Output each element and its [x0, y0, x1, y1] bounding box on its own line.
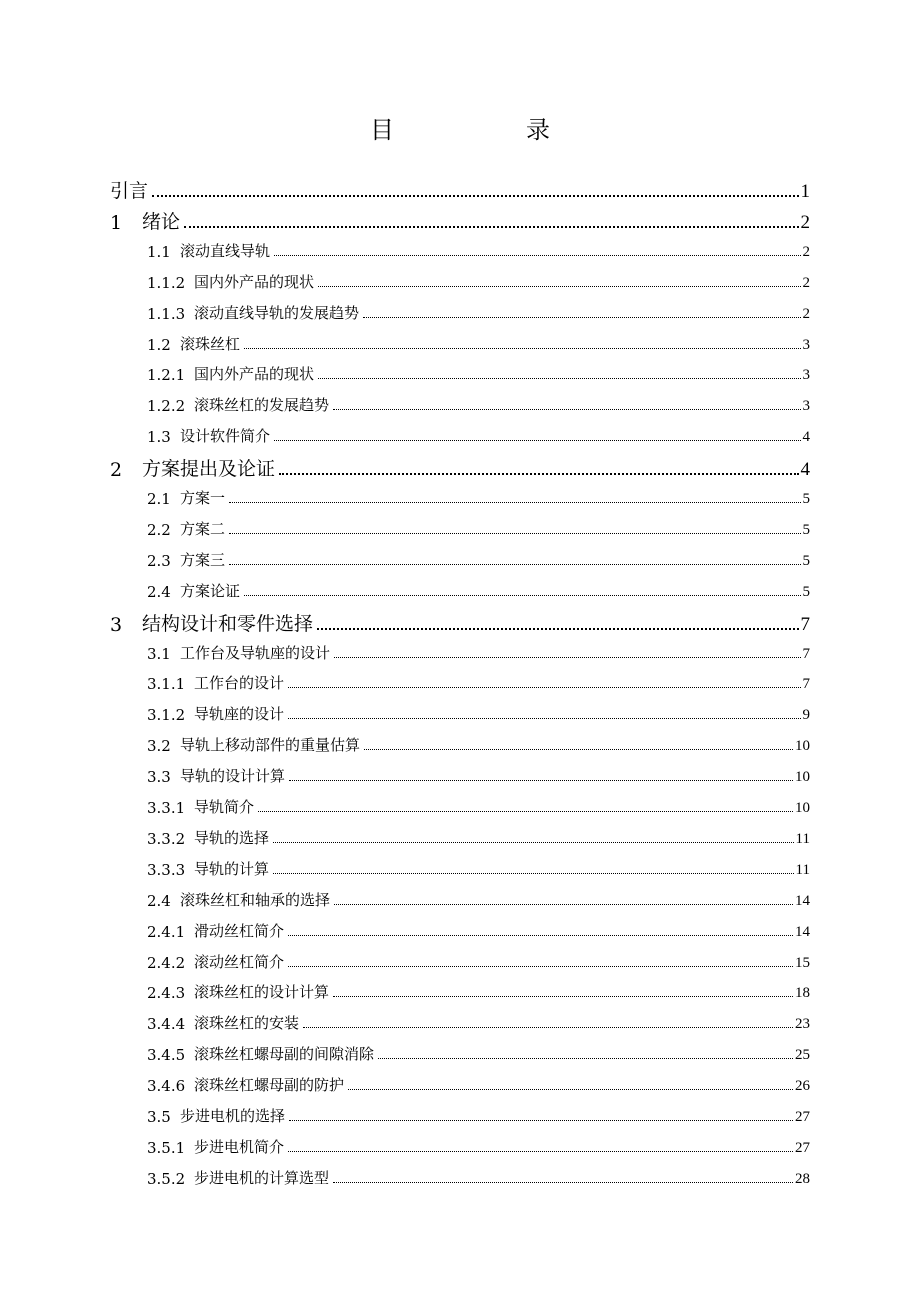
toc-entry[interactable]: [147, 391, 810, 415]
toc-entry-page: 2: [800, 211, 810, 233]
toc-entry[interactable]: [147, 360, 810, 384]
toc-entry-page: 10: [795, 738, 810, 755]
toc-entry[interactable]: [147, 1009, 810, 1033]
toc-leader-dots: [317, 628, 798, 630]
toc-entry-title: 滚珠丝杠的发展趋势: [194, 396, 330, 415]
toc-entry-title: 导轨的选择: [194, 828, 270, 847]
toc-entry-page: 11: [795, 861, 810, 878]
page-title: 目 录: [370, 116, 604, 144]
toc-entry-number: 3.3.2: [147, 829, 186, 848]
toc-leader-dots: [229, 533, 800, 534]
toc-entry-number: 3.1: [147, 644, 171, 663]
toc-entry[interactable]: [147, 731, 810, 755]
toc-leader-dots: [288, 935, 793, 936]
toc-entry-title: 导轨的设计计算: [180, 767, 286, 786]
toc-entry-title: 工作台及导轨座的设计: [180, 643, 331, 662]
toc-entry[interactable]: [147, 948, 810, 972]
toc-entry-number: 2.4: [147, 582, 171, 601]
toc-entry[interactable]: [110, 175, 810, 203]
toc-leader-dots: [363, 317, 800, 318]
toc-entry-page: 3: [802, 336, 810, 353]
toc-entry-number: 2.4.1: [147, 922, 186, 941]
toc-entry-number: 3.3.1: [147, 799, 186, 817]
toc-entry[interactable]: [147, 268, 810, 292]
toc-leader-dots: [288, 718, 800, 719]
toc-entry[interactable]: [147, 1133, 810, 1157]
toc-entry-page: 3: [802, 398, 810, 415]
toc-leader-dots: [288, 1151, 793, 1152]
toc-leader-dots: [364, 749, 793, 750]
toc-entry-title: 导轨简介: [194, 798, 255, 816]
toc-entry[interactable]: [147, 824, 810, 848]
toc-entry-number: 3.1.2: [147, 706, 186, 725]
toc-leader-dots: [289, 1120, 793, 1121]
toc-entry-page: 2: [802, 243, 810, 260]
toc-entry-title: 国内外产品的现状: [194, 365, 315, 384]
toc-entry-page: 9: [802, 707, 810, 724]
toc-entry-page: 7: [802, 676, 810, 693]
toc-entry-title: 方案提出及论证: [142, 458, 276, 481]
toc-entry-page: 23: [795, 1016, 810, 1033]
toc-leader-dots: [303, 1027, 793, 1028]
toc-entry-number: 3.2: [147, 737, 171, 756]
toc-entry-page: 27: [795, 1139, 810, 1156]
toc-leader-dots: [318, 378, 800, 379]
toc-entry-number: 1.2.2: [147, 397, 186, 416]
toc-entry-title: 滚珠丝杠螺母副的防护: [194, 1076, 345, 1095]
toc-entry[interactable]: [147, 515, 810, 539]
toc-entry-page: 26: [795, 1078, 810, 1095]
toc-leader-dots: [334, 657, 800, 658]
toc-entry[interactable]: [147, 700, 810, 724]
toc-entry[interactable]: [110, 608, 810, 636]
toc-entry-page: 4: [800, 459, 810, 481]
toc-entry[interactable]: [147, 917, 810, 941]
toc-leader-dots: [274, 255, 800, 256]
toc-entry-title: 设计软件简介: [180, 427, 271, 446]
toc-entry-title: 方案二: [180, 519, 226, 538]
toc-leader-dots: [378, 1058, 793, 1059]
toc-entry-number: 2.4: [147, 891, 171, 910]
toc-leader-dots: [152, 195, 798, 197]
toc-leader-dots: [184, 226, 798, 228]
toc-entry-number: 3.3.3: [147, 860, 186, 879]
toc-entry-number: 1.2.1: [147, 366, 186, 385]
toc-leader-dots: [229, 564, 800, 565]
toc-entry-page: 15: [795, 954, 810, 971]
toc-entry-number: 3.5: [147, 1108, 171, 1126]
toc-entry[interactable]: [147, 669, 810, 693]
toc-entry-page: 5: [802, 491, 810, 507]
toc-entry[interactable]: [147, 978, 810, 1002]
toc-entry[interactable]: [147, 546, 810, 570]
toc-entry-title: 工作台的设计: [194, 674, 285, 693]
toc-entry-number: 3.1.1: [147, 675, 186, 694]
toc-entry[interactable]: [147, 855, 810, 879]
toc-entry-title: 步进电机的选择: [180, 1107, 286, 1125]
toc-entry-number: 3: [110, 613, 123, 636]
toc-entry-number: 1.2: [147, 335, 171, 354]
toc-leader-dots: [273, 842, 794, 843]
toc-entry[interactable]: [147, 1040, 810, 1064]
toc-leader-dots: [348, 1089, 793, 1090]
toc-entry-number: 2.3: [147, 551, 171, 570]
toc-entry-page: 14: [795, 923, 810, 940]
toc-entry-page: 28: [795, 1170, 810, 1187]
toc-entry[interactable]: [147, 762, 810, 786]
toc-leader-dots: [289, 780, 793, 781]
toc-entry-page: 10: [795, 800, 810, 816]
toc-entry-page: 5: [802, 583, 810, 600]
toc-entry-title: 滚珠丝杠和轴承的选择: [180, 890, 331, 909]
toc-entry-title: 滚珠丝杠的设计计算: [194, 983, 330, 1002]
toc-entry[interactable]: [147, 1102, 810, 1126]
toc-entry-page: 14: [795, 892, 810, 909]
toc-leader-dots: [244, 595, 800, 596]
toc-entry[interactable]: [147, 1071, 810, 1095]
toc-entry-number: 1.1: [147, 242, 171, 261]
toc-entry-title: 引言: [110, 180, 149, 202]
toc-entry-number: 1.1.3: [147, 304, 186, 323]
toc-entry-title: 滚珠丝杠: [180, 334, 241, 353]
toc-entry-page: 25: [795, 1047, 810, 1064]
toc-entry-page: 4: [802, 429, 810, 446]
toc-entry-page: 2: [802, 305, 810, 322]
toc-entry-number: 2.1: [147, 490, 171, 508]
toc-entry-title: 导轨上移动部件的重量估算: [180, 736, 361, 755]
toc-leader-dots: [279, 473, 798, 475]
toc-entry-number: 3.5.2: [147, 1169, 186, 1188]
toc-entry-title: 结构设计和零件选择: [142, 612, 314, 635]
toc-entry-page: 3: [802, 367, 810, 384]
toc-entry-title: 滑动丝杠简介: [194, 921, 285, 940]
toc-entry-title: 方案三: [180, 550, 226, 569]
toc-entry[interactable]: [147, 422, 810, 446]
toc-entry-number: 1.1.2: [147, 273, 186, 292]
toc-entry[interactable]: [147, 577, 810, 601]
toc-leader-dots: [318, 286, 800, 287]
toc-entry[interactable]: [147, 299, 810, 323]
toc-entry-number: 3.4.5: [147, 1046, 186, 1065]
toc-entry[interactable]: [147, 1164, 810, 1188]
toc-entry-number: 1: [110, 211, 123, 234]
toc-entry-title: 步进电机的计算选型: [194, 1168, 330, 1187]
toc-leader-dots: [273, 873, 794, 874]
toc-leader-dots: [288, 687, 800, 688]
toc-entry-number: 2.4.2: [147, 953, 186, 972]
toc-leader-dots: [229, 502, 800, 503]
toc-entry-page: 18: [795, 985, 810, 1002]
toc-entry[interactable]: [147, 886, 810, 910]
toc-entry-page: 7: [800, 613, 810, 635]
toc-entry-page: 5: [802, 552, 810, 569]
toc-entry-number: 3.4.4: [147, 1015, 186, 1034]
toc-entry-title: 导轨座的设计: [194, 705, 285, 724]
toc-entry-page: 7: [802, 645, 810, 662]
toc-entry-page: 10: [795, 769, 810, 786]
toc-entry-page: 11: [795, 830, 810, 847]
toc-entry-number: 2.4.3: [147, 984, 186, 1003]
toc-leader-dots: [333, 1182, 793, 1183]
toc-entry-number: 1.3: [147, 428, 171, 447]
toc-entry[interactable]: [147, 330, 810, 354]
toc-leader-dots: [274, 440, 800, 441]
toc-entry[interactable]: [147, 484, 810, 508]
toc-entry-title: 方案一: [180, 489, 226, 507]
toc-entry-number: 3.3: [147, 768, 171, 787]
toc-entry-title: 绪论: [142, 210, 181, 233]
toc-entry-title: 导轨的计算: [194, 859, 270, 878]
toc-leader-dots: [288, 966, 793, 967]
toc-entry[interactable]: [147, 639, 810, 663]
toc-entry-page: 2: [802, 274, 810, 291]
toc-entry[interactable]: [147, 237, 810, 261]
toc-entry-title: 滚珠丝杠的安装: [194, 1014, 300, 1033]
toc-entry[interactable]: [110, 453, 810, 481]
toc-leader-dots: [258, 811, 793, 812]
toc-entry-title: 方案论证: [180, 581, 241, 600]
toc-entry-title: 步进电机简介: [194, 1137, 285, 1156]
toc-entry[interactable]: [110, 206, 810, 234]
toc-entry-title: 滚动直线导轨: [180, 241, 271, 260]
toc-entry[interactable]: [147, 793, 810, 817]
toc-leader-dots: [244, 348, 800, 349]
toc-entry-number: 3.4.6: [147, 1077, 186, 1096]
toc-leader-dots: [333, 996, 793, 997]
toc-entry-title: 滚珠丝杠螺母副的间隙消除: [194, 1045, 375, 1064]
toc-entry-title: 滚动丝杠简介: [194, 952, 285, 971]
toc-leader-dots: [333, 409, 800, 410]
toc-leader-dots: [334, 904, 793, 905]
toc-entry-number: 2.2: [147, 520, 171, 539]
toc-entry-page: 5: [802, 521, 810, 538]
toc-entry-number: 2: [110, 459, 123, 482]
toc-entry-page: 27: [795, 1109, 810, 1125]
toc-entry-number: 3.5.1: [147, 1138, 186, 1157]
toc-entry-title: 滚动直线导轨的发展趋势: [194, 303, 360, 322]
toc-entry-page: 1: [800, 181, 810, 202]
toc-entry-title: 国内外产品的现状: [194, 272, 315, 291]
